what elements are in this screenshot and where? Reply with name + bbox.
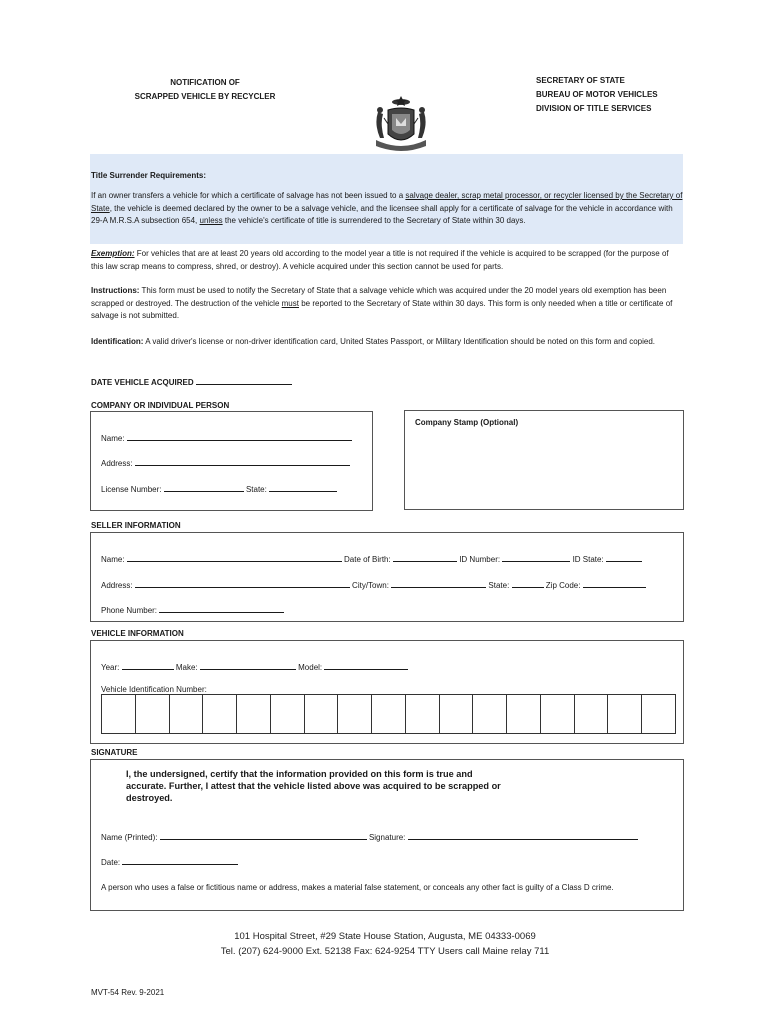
company-license-row bbox=[101, 483, 337, 494]
vin-cell[interactable] bbox=[372, 695, 406, 733]
company-address-row bbox=[101, 457, 350, 468]
company-license-label: License Number: bbox=[101, 485, 162, 494]
date-acquired-row bbox=[91, 376, 292, 387]
seller-id-state-label: ID State: bbox=[572, 555, 604, 564]
vehicle-heading: VEHICLE INFORMATION bbox=[91, 629, 184, 638]
vin-cell[interactable] bbox=[507, 695, 541, 733]
vehicle-year-label: Year: bbox=[101, 663, 120, 672]
seller-id-state-field[interactable] bbox=[606, 553, 642, 562]
title-surrender-licensee: salvage dealer, scrap metal processor, or recycler licensed by the Secretary of State bbox=[91, 191, 683, 213]
form-title bbox=[100, 76, 310, 104]
title-surrender-text bbox=[91, 190, 683, 228]
exemption-label: Exemption: bbox=[91, 249, 135, 258]
agency-line2: BUREAU OF MOTOR VEHICLES bbox=[536, 90, 658, 99]
title-surrender-heading: Title Surrender Requirements: bbox=[91, 171, 206, 180]
date-field[interactable] bbox=[122, 856, 238, 865]
certify-line1: I, the undersigned, certify that the information provided on this form is true and bbox=[126, 769, 473, 779]
name-printed-label: Name (Printed): bbox=[101, 833, 158, 842]
signature-field[interactable] bbox=[408, 831, 638, 840]
warning-text: A person who uses a false or fictitious name or address, makes a material false statement, or conceals any other fact is guilty of a Class D crime. bbox=[101, 883, 614, 892]
vehicle-row-1 bbox=[101, 661, 408, 672]
identification-paragraph bbox=[91, 336, 683, 349]
vin-cell[interactable] bbox=[136, 695, 170, 733]
seller-id-number-field[interactable] bbox=[502, 553, 570, 562]
vin-grid bbox=[101, 694, 676, 734]
company-name-row bbox=[101, 432, 352, 443]
company-address-label: Address: bbox=[101, 459, 133, 468]
seller-city-label: City/Town: bbox=[352, 581, 389, 590]
seller-phone-field[interactable] bbox=[159, 604, 284, 613]
identification-text: A valid driver's license or non-driver identification card, United States Passport, or Military Identification should be noted on this form and copied. bbox=[143, 337, 656, 346]
vin-cell[interactable] bbox=[541, 695, 575, 733]
footer-phone: Tel. (207) 624-9000 Ext. 52138 Fax: 624-9254 TTY Users call Maine relay 711 bbox=[220, 946, 550, 957]
agency-block bbox=[536, 74, 706, 116]
seller-dob-field[interactable] bbox=[393, 553, 457, 562]
company-address-field[interactable] bbox=[135, 457, 350, 466]
title-surrender-unless: unless bbox=[199, 216, 223, 225]
title-surrender-text-c: the vehicle's certificate of title is surrendered to the Secretary of State within 30 days. bbox=[222, 216, 526, 225]
agency-line3: DIVISION OF TITLE SERVICES bbox=[536, 104, 652, 113]
company-heading: COMPANY OR INDIVIDUAL PERSON bbox=[91, 401, 230, 410]
seller-address-label: Address: bbox=[101, 581, 133, 590]
seller-name-field[interactable] bbox=[127, 553, 342, 562]
vin-cell[interactable] bbox=[608, 695, 642, 733]
seller-name-label: Name: bbox=[101, 555, 125, 564]
seller-zip-field[interactable] bbox=[583, 579, 646, 588]
vehicle-model-field[interactable] bbox=[324, 661, 408, 670]
instructions-paragraph bbox=[91, 285, 683, 323]
title-surrender-text-b: , the vehicle is deemed declared by the owner to be a salvage vehicle, and the licensee shall apply for a certificate of salvage for the vehicle in accordance with 29-A M.R.S.A subsection 654, bbox=[91, 203, 673, 225]
footer-address: 101 Hospital Street, #29 State House Station, Augusta, ME 04333-0069 bbox=[234, 931, 536, 942]
vehicle-model-label: Model: bbox=[298, 663, 323, 672]
company-name-field[interactable] bbox=[127, 432, 352, 441]
name-printed-field[interactable] bbox=[160, 831, 367, 840]
certify-line3: destroyed. bbox=[126, 793, 173, 803]
certify-statement bbox=[126, 768, 501, 804]
certify-line2: accurate. Further, I attest that the vehicle listed above was acquired to be scrapped or bbox=[126, 781, 501, 791]
seller-row-3 bbox=[101, 604, 284, 615]
seller-state-field[interactable] bbox=[512, 579, 544, 588]
vin-cell[interactable] bbox=[642, 695, 675, 733]
seller-heading: SELLER INFORMATION bbox=[91, 521, 181, 530]
date-row bbox=[101, 856, 238, 867]
state-seal-icon bbox=[368, 94, 434, 156]
vehicle-year-field[interactable] bbox=[122, 661, 174, 670]
form-title-line2: SCRAPPED VEHICLE BY RECYCLER bbox=[134, 92, 276, 101]
vin-cell[interactable] bbox=[575, 695, 609, 733]
instructions-text-b: be reported to the Secretary of State within 30 days. This form is only needed when a title or certificate of salvage is not submitted. bbox=[91, 298, 673, 320]
seller-row-1 bbox=[101, 553, 642, 564]
seller-row-2 bbox=[101, 579, 646, 590]
seller-city-field[interactable] bbox=[391, 579, 486, 588]
vin-cell[interactable] bbox=[271, 695, 305, 733]
vin-cell[interactable] bbox=[440, 695, 474, 733]
vin-cell[interactable] bbox=[338, 695, 372, 733]
company-name-label: Name: bbox=[101, 434, 125, 443]
vin-cell[interactable] bbox=[406, 695, 440, 733]
company-state-label: State: bbox=[245, 485, 267, 494]
vin-cell[interactable] bbox=[305, 695, 339, 733]
form-id: MVT-54 Rev. 9-2021 bbox=[91, 988, 165, 997]
identification-label: Identification: bbox=[91, 337, 144, 346]
signature-heading: SIGNATURE bbox=[91, 748, 138, 757]
company-state-field[interactable] bbox=[269, 483, 337, 492]
date-acquired-label: DATE VEHICLE ACQUIRED bbox=[91, 378, 194, 387]
vin-cell[interactable] bbox=[102, 695, 136, 733]
instructions-text-a: This form must be used to notify the Secretary of State that a salvage vehicle which was acquired under the 20 model years old exemption has been scrapped or destroyed. The destruction of the vehicle bbox=[91, 286, 667, 308]
title-surrender-text-a: If an owner transfers a vehicle for which a certificate of salvage has not been issued to a bbox=[91, 191, 406, 200]
instructions-must: must bbox=[281, 298, 299, 308]
seller-state-label: State: bbox=[488, 581, 510, 590]
agency-line1: SECRETARY OF STATE bbox=[536, 76, 625, 85]
signature-label: Signature: bbox=[368, 833, 406, 842]
vin-cell[interactable] bbox=[473, 695, 507, 733]
vin-cell[interactable] bbox=[203, 695, 237, 733]
instructions-label: Instructions: bbox=[91, 286, 140, 295]
vin-cell[interactable] bbox=[237, 695, 271, 733]
company-license-field[interactable] bbox=[164, 483, 244, 492]
seller-dob-label: Date of Birth: bbox=[344, 555, 391, 564]
exemption-text: For vehicles that are at least 20 years old according to the model year a title is not required if the vehicle is acquired to be scrapped (for the purpose of this law scrap means to compress, shred, or destroy). A vehicle acquired under this section cannot be used for parts. bbox=[91, 249, 669, 271]
date-acquired-field[interactable] bbox=[196, 376, 292, 385]
vehicle-make-label: Make: bbox=[175, 663, 198, 672]
vin-cell[interactable] bbox=[170, 695, 204, 733]
seller-zip-label: Zip Code: bbox=[545, 581, 581, 590]
company-stamp-label: Company Stamp (Optional) bbox=[415, 418, 519, 427]
vehicle-make-field[interactable] bbox=[200, 661, 296, 670]
seller-address-field[interactable] bbox=[135, 579, 350, 588]
date-label: Date: bbox=[101, 858, 121, 867]
vin-label: Vehicle Identification Number: bbox=[101, 685, 207, 694]
seller-id-number-label: ID Number: bbox=[459, 555, 501, 564]
signature-row bbox=[101, 831, 638, 842]
exemption-paragraph bbox=[91, 248, 683, 273]
seller-phone-label: Phone Number: bbox=[101, 606, 158, 615]
form-title-line1: NOTIFICATION OF bbox=[170, 78, 240, 87]
